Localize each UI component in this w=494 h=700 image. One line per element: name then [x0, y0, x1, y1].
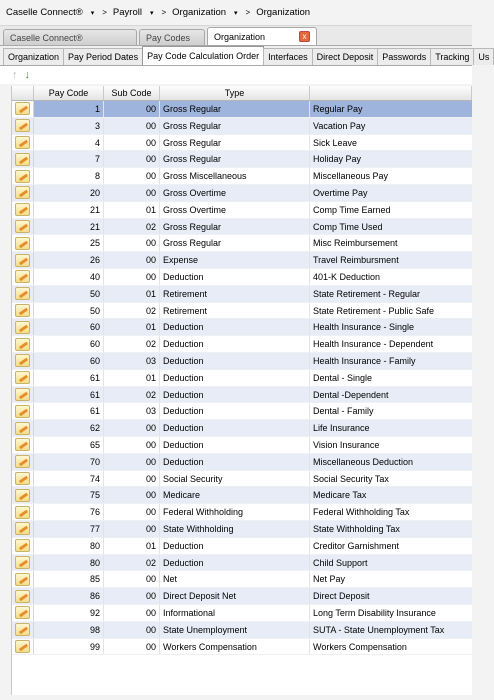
description-cell: Miscellaneous Pay [313, 171, 389, 182]
type-cell: Net [160, 571, 310, 587]
type-cell: Federal Withholding [160, 504, 310, 520]
edit-button[interactable] [12, 118, 34, 134]
table-row[interactable] [12, 555, 472, 572]
table-row[interactable] [12, 219, 472, 236]
edit-button[interactable] [12, 471, 34, 487]
description-cell: Miscellaneous Deduction [313, 456, 414, 467]
pay-code-cell: 20 [34, 185, 104, 201]
pencil-icon[interactable] [15, 640, 30, 653]
sub-code-cell: 01 [104, 538, 160, 554]
table-row[interactable] [12, 269, 472, 286]
table-row[interactable] [12, 135, 472, 152]
description-cell: Misc Reimbursement [313, 238, 398, 249]
pencil-icon[interactable] [15, 455, 30, 468]
sub-code-cell: 02 [104, 219, 160, 235]
pay-code-grid [11, 86, 472, 695]
sub-code-cell: 00 [104, 605, 160, 621]
pencil-icon[interactable] [15, 539, 30, 552]
type-cell: Gross Regular [160, 235, 310, 251]
pencil-icon[interactable] [15, 254, 30, 267]
table-row[interactable] [12, 101, 472, 118]
type-cell: Gross Regular [160, 151, 310, 167]
type-cell: Retirement [160, 286, 310, 302]
description-cell: Vision Insurance [313, 439, 380, 450]
pencil-icon[interactable] [15, 354, 30, 367]
edit-button[interactable] [12, 303, 34, 319]
description-cell: Net Pay [313, 574, 346, 585]
description-cell: Vacation Pay [313, 120, 366, 131]
pay-code-cell: 8 [34, 168, 104, 184]
type-cell: Gross Overtime [160, 202, 310, 218]
table-row[interactable] [12, 622, 472, 639]
pencil-icon[interactable] [15, 186, 30, 199]
edit-button[interactable] [12, 420, 34, 436]
pay-code-cell: 61 [34, 387, 104, 403]
pay-code-cell: 60 [34, 319, 104, 335]
doc-tab-label: Pay Codes [146, 32, 191, 43]
pay-code-cell: 25 [34, 235, 104, 251]
table-row[interactable] [12, 605, 472, 622]
pay-code-cell: 77 [34, 521, 104, 537]
tab-organization[interactable]: Organization [3, 48, 64, 65]
pay-code-cell: 21 [34, 202, 104, 218]
pay-code-cell: 80 [34, 555, 104, 571]
breadcrumb-payroll[interactable]: Payroll [112, 7, 142, 18]
pay-code-cell: 70 [34, 454, 104, 470]
description-cell: Social Security Tax [313, 473, 389, 484]
table-row[interactable] [12, 639, 472, 656]
pencil-icon[interactable] [15, 237, 30, 250]
chevron-down-icon[interactable]: ▾ [90, 9, 95, 17]
sub-code-cell: 01 [104, 319, 160, 335]
pencil-icon[interactable] [15, 405, 30, 418]
chevron-down-icon[interactable]: ▾ [149, 9, 154, 17]
breadcrumb-home[interactable]: Caselle Connect® [6, 7, 83, 18]
pay-code-cell: 62 [34, 420, 104, 436]
edit-button[interactable] [12, 387, 34, 403]
pay-code-cell: 92 [34, 605, 104, 621]
sub-code-cell: 01 [104, 370, 160, 386]
pencil-icon[interactable] [15, 338, 30, 351]
description-cell: SUTA - State Unemployment Tax [313, 624, 445, 635]
doc-tab-pay-codes[interactable] [139, 29, 205, 45]
toolbar [0, 66, 472, 84]
type-cell: Deduction [160, 319, 310, 335]
sub-code-cell: 02 [104, 336, 160, 352]
pencil-icon[interactable] [15, 102, 30, 115]
edit-button[interactable] [12, 252, 34, 268]
description-cell: Long Term Disability Insurance [313, 607, 436, 618]
type-cell: Direct Deposit Net [160, 588, 310, 604]
pay-code-cell: 61 [34, 403, 104, 419]
sub-code-cell: 00 [104, 235, 160, 251]
edit-button[interactable] [12, 135, 34, 151]
edit-button[interactable] [12, 319, 34, 335]
description-cell: Life Insurance [313, 423, 370, 434]
table-row[interactable] [12, 286, 472, 303]
breadcrumb-current: Organization [256, 7, 311, 18]
table-row[interactable] [12, 588, 472, 605]
edit-button[interactable] [12, 521, 34, 537]
tab-interfaces[interactable]: Interfaces [263, 48, 313, 65]
table-row[interactable] [12, 437, 472, 454]
pay-code-cell: 26 [34, 252, 104, 268]
sub-code-cell: 00 [104, 454, 160, 470]
table-row[interactable] [12, 504, 472, 521]
description-cell: 401-K Deduction [313, 271, 381, 282]
pencil-icon[interactable] [15, 170, 30, 183]
type-cell: Retirement [160, 303, 310, 319]
type-cell: Deduction [160, 538, 310, 554]
pencil-icon[interactable] [15, 371, 30, 384]
table-row[interactable] [12, 471, 472, 488]
pencil-icon[interactable] [15, 438, 30, 451]
description-cell: State Retirement - Public Safe [313, 305, 435, 316]
description-cell: Health Insurance - Dependent [313, 339, 434, 350]
sub-code-cell: 00 [104, 588, 160, 604]
sub-code-cell: 00 [104, 622, 160, 638]
doc-tab-caselle-connect[interactable] [3, 29, 137, 45]
pencil-icon[interactable] [15, 220, 30, 233]
sub-code-cell: 00 [104, 101, 160, 117]
sub-code-cell: 01 [104, 202, 160, 218]
pay-code-cell: 40 [34, 269, 104, 285]
edit-button[interactable] [12, 151, 34, 167]
description-cell: Workers Compensation [313, 641, 407, 652]
edit-button[interactable] [12, 235, 34, 251]
type-cell: Deduction [160, 437, 310, 453]
pencil-icon[interactable] [15, 321, 30, 334]
column-header-edit[interactable] [12, 86, 34, 100]
grid-header [12, 86, 472, 101]
edit-button[interactable] [12, 571, 34, 587]
pencil-icon[interactable] [15, 388, 30, 401]
edit-button[interactable] [12, 487, 34, 503]
description-cell: Sick Leave [313, 137, 358, 148]
description-cell: Creditor Garnishment [313, 540, 400, 551]
description-cell: Health Insurance - Family [313, 355, 416, 366]
sub-code-cell: 00 [104, 118, 160, 134]
table-row[interactable] [12, 252, 472, 269]
doc-tab-label: Organization [214, 31, 266, 42]
edit-button[interactable] [12, 185, 34, 201]
sub-code-cell: 00 [104, 487, 160, 503]
pencil-icon[interactable] [15, 287, 30, 300]
type-cell: Gross Regular [160, 118, 310, 134]
column-header-pay-code[interactable]: Pay Code [34, 86, 104, 100]
table-row[interactable] [12, 387, 472, 404]
pay-code-cell: 1 [34, 101, 104, 117]
description-cell: Dental - Family [313, 406, 374, 417]
breadcrumb-separator: > [161, 8, 167, 17]
description-cell: Dental - Single [313, 372, 373, 383]
pencil-icon[interactable] [15, 522, 30, 535]
doc-tab-organization[interactable] [207, 27, 317, 45]
pay-code-cell: 86 [34, 588, 104, 604]
sub-code-cell: 03 [104, 353, 160, 369]
sub-code-cell: 00 [104, 471, 160, 487]
type-cell: Informational [160, 605, 310, 621]
description-cell: Holiday Pay [313, 154, 362, 165]
column-header-description[interactable] [310, 86, 472, 100]
section-tabs [0, 46, 490, 66]
type-cell: Medicare [160, 487, 310, 503]
sub-code-cell: 00 [104, 437, 160, 453]
table-row[interactable] [12, 319, 472, 336]
edit-button[interactable] [12, 370, 34, 386]
type-cell: State Withholding [160, 521, 310, 537]
edit-button[interactable] [12, 101, 34, 117]
table-row[interactable] [12, 185, 472, 202]
type-cell: Deduction [160, 387, 310, 403]
tab-tracking[interactable]: Tracking [430, 48, 474, 65]
sub-code-cell: 00 [104, 504, 160, 520]
type-cell: Deduction [160, 370, 310, 386]
tab-direct-deposit[interactable]: Direct Deposit [312, 48, 379, 65]
description-cell: Comp Time Used [313, 221, 383, 232]
pay-code-cell: 74 [34, 471, 104, 487]
edit-button[interactable] [12, 588, 34, 604]
table-row[interactable] [12, 303, 472, 320]
pay-code-cell: 98 [34, 622, 104, 638]
pay-code-cell: 50 [34, 286, 104, 302]
table-row[interactable] [12, 571, 472, 588]
pencil-icon[interactable] [15, 590, 30, 603]
sub-code-cell: 00 [104, 420, 160, 436]
pencil-icon[interactable] [15, 270, 30, 283]
breadcrumb [0, 0, 472, 26]
pencil-icon[interactable] [15, 203, 30, 216]
close-icon[interactable]: x [299, 31, 310, 42]
pay-code-cell: 85 [34, 571, 104, 587]
edit-button[interactable] [12, 219, 34, 235]
pencil-icon[interactable] [15, 623, 30, 636]
column-header-sub-code[interactable]: Sub Code [104, 86, 160, 100]
tab-passwords[interactable]: Passwords [377, 48, 431, 65]
table-row[interactable] [12, 538, 472, 555]
table-row[interactable] [12, 118, 472, 135]
description-cell: Overtime Pay [313, 187, 368, 198]
breadcrumb-separator: > [245, 8, 251, 17]
tab-pay-code-calculation-order[interactable]: Pay Code Calculation Order [142, 46, 264, 65]
pencil-icon[interactable] [15, 606, 30, 619]
table-row[interactable] [12, 454, 472, 471]
pay-code-cell: 4 [34, 135, 104, 151]
table-row[interactable] [12, 235, 472, 252]
type-cell: Workers Compensation [160, 639, 310, 655]
description-cell: Direct Deposit [313, 591, 370, 602]
tab-users[interactable]: Us [473, 48, 494, 65]
description-cell: Health Insurance - Single [313, 322, 415, 333]
edit-button[interactable] [12, 336, 34, 352]
type-cell: Gross Overtime [160, 185, 310, 201]
pay-code-cell: 80 [34, 538, 104, 554]
type-cell: Deduction [160, 403, 310, 419]
pencil-icon[interactable] [15, 506, 30, 519]
edit-button[interactable] [12, 605, 34, 621]
pencil-icon[interactable] [15, 304, 30, 317]
sub-code-cell: 02 [104, 555, 160, 571]
type-cell: Gross Miscellaneous [160, 168, 310, 184]
edit-button[interactable] [12, 622, 34, 638]
doc-tab-label: Caselle Connect® [10, 32, 83, 43]
edit-button[interactable] [12, 437, 34, 453]
sub-code-cell: 00 [104, 571, 160, 587]
pay-code-cell: 65 [34, 437, 104, 453]
type-cell: Deduction [160, 269, 310, 285]
table-row[interactable] [12, 420, 472, 437]
table-row[interactable] [12, 151, 472, 168]
pencil-icon[interactable] [15, 136, 30, 149]
edit-button[interactable] [12, 538, 34, 554]
document-tabs [0, 26, 472, 46]
edit-button[interactable] [12, 454, 34, 470]
breadcrumb-organization[interactable]: Organization [172, 7, 227, 18]
type-cell: Deduction [160, 353, 310, 369]
edit-button[interactable] [12, 555, 34, 571]
edit-button[interactable] [12, 202, 34, 218]
type-cell: Deduction [160, 336, 310, 352]
description-cell: Travel Reimbursment [313, 255, 399, 266]
edit-button[interactable] [12, 504, 34, 520]
sub-code-cell: 00 [104, 269, 160, 285]
description-cell: Medicare Tax [313, 490, 367, 501]
table-row[interactable] [12, 336, 472, 353]
edit-button[interactable] [12, 168, 34, 184]
description-cell: Dental -Dependent [313, 389, 389, 400]
pencil-icon[interactable] [15, 573, 30, 586]
sub-code-cell: 02 [104, 303, 160, 319]
description-cell: Regular Pay [310, 101, 472, 117]
pencil-icon[interactable] [15, 422, 30, 435]
pencil-icon[interactable] [15, 489, 30, 502]
pay-code-cell: 50 [34, 303, 104, 319]
pay-code-cell: 99 [34, 639, 104, 655]
grid-body [12, 101, 472, 655]
description-cell: Federal Withholding Tax [313, 507, 410, 518]
type-cell: State Unemployment [160, 622, 310, 638]
type-cell: Expense [160, 252, 310, 268]
description-cell: State Withholding Tax [313, 523, 400, 534]
sub-code-cell: 00 [104, 135, 160, 151]
type-cell: Deduction [160, 420, 310, 436]
sub-code-cell: 02 [104, 387, 160, 403]
pay-code-cell: 21 [34, 219, 104, 235]
description-cell: Comp Time Earned [313, 204, 391, 215]
type-cell: Gross Regular [160, 219, 310, 235]
move-up-icon[interactable]: ↑ [12, 69, 18, 81]
edit-button[interactable] [12, 639, 34, 655]
table-row[interactable] [12, 168, 472, 185]
pay-code-cell: 76 [34, 504, 104, 520]
pay-code-cell: 60 [34, 353, 104, 369]
pencil-icon[interactable] [15, 153, 30, 166]
table-row[interactable] [12, 202, 472, 219]
table-row[interactable] [12, 353, 472, 370]
pay-code-cell: 3 [34, 118, 104, 134]
type-cell: Gross Regular [160, 135, 310, 151]
move-down-icon[interactable]: ↓ [24, 69, 30, 81]
description-cell: Child Support [313, 557, 368, 568]
pay-code-cell: 60 [34, 336, 104, 352]
edit-button[interactable] [12, 353, 34, 369]
sub-code-cell: 00 [104, 521, 160, 537]
sub-code-cell: 00 [104, 185, 160, 201]
pencil-icon[interactable] [15, 472, 30, 485]
chevron-down-icon[interactable]: ▾ [234, 9, 238, 17]
type-cell: Deduction [160, 555, 310, 571]
table-row[interactable] [12, 487, 472, 504]
sub-code-cell: 01 [104, 286, 160, 302]
table-row[interactable] [12, 403, 472, 420]
sub-code-cell: 00 [104, 168, 160, 184]
pencil-icon[interactable] [15, 556, 30, 569]
pay-code-cell: 61 [34, 370, 104, 386]
type-cell: Gross Regular [160, 101, 310, 117]
edit-button[interactable] [12, 403, 34, 419]
type-cell: Deduction [160, 454, 310, 470]
table-row[interactable] [12, 521, 472, 538]
pencil-icon[interactable] [15, 119, 30, 132]
sub-code-cell: 00 [104, 151, 160, 167]
edit-button[interactable] [12, 286, 34, 302]
column-header-type[interactable]: Type [160, 86, 310, 100]
sub-code-cell: 03 [104, 403, 160, 419]
sub-code-cell: 00 [104, 639, 160, 655]
sub-code-cell: 00 [104, 252, 160, 268]
type-cell: Social Security [160, 471, 310, 487]
breadcrumb-separator: > [102, 8, 107, 17]
pay-code-cell: 75 [34, 487, 104, 503]
table-row[interactable] [12, 370, 472, 387]
edit-button[interactable] [12, 269, 34, 285]
tab-pay-period-dates[interactable]: Pay Period Dates [63, 48, 143, 65]
description-cell: State Retirement - Regular [313, 288, 421, 299]
pay-code-cell: 7 [34, 151, 104, 167]
